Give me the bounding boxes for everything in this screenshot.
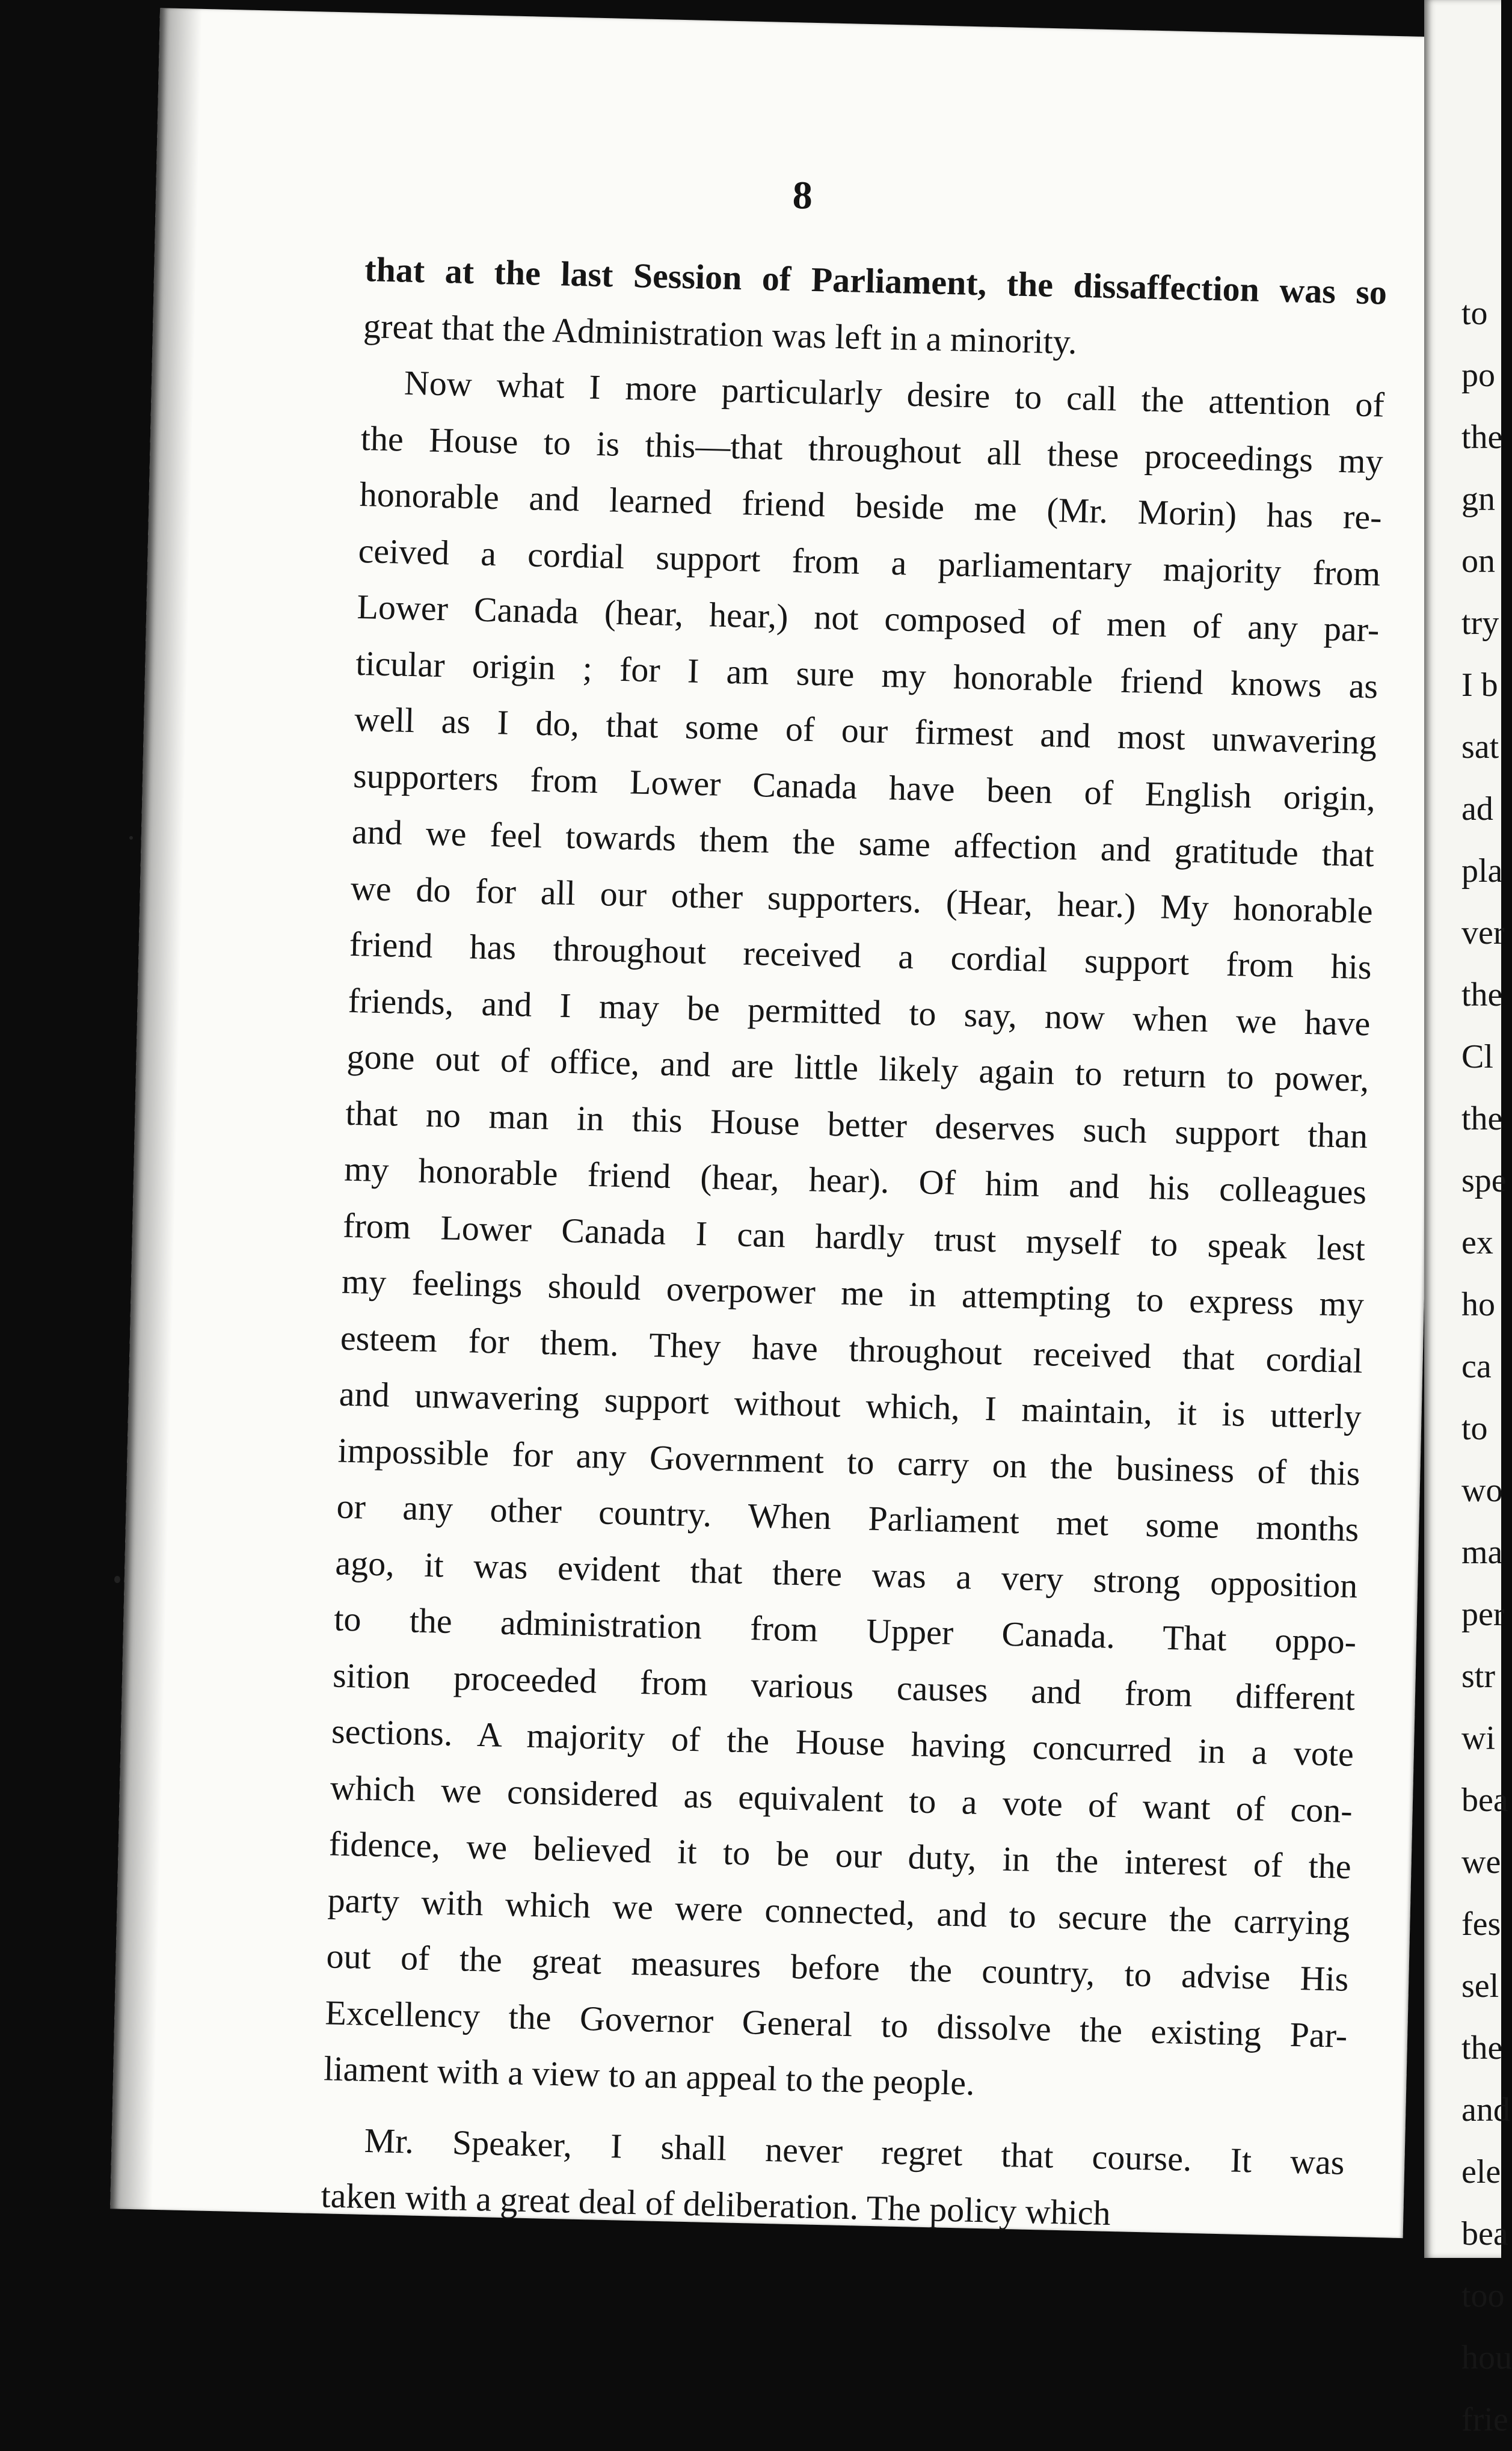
body-text [321, 241, 1388, 2246]
text-line: out of the great measures before the country, to advise His [326, 1936, 1350, 1999]
facing-page-fragment: too [1461, 2277, 1505, 2314]
facing-page-fragment: we [1461, 1844, 1501, 1881]
text-line: impossible for any Government to carry on the business of this [337, 1430, 1361, 1493]
facing-page-fragment: gn [1461, 481, 1495, 518]
facing-page-fragment: ho [1461, 1286, 1495, 1323]
facing-page-fragment: per [1461, 1596, 1505, 1633]
facing-page-fragment: wi [1461, 1720, 1495, 1757]
text-line: or any other country. When Parliament met some months [336, 1486, 1360, 1549]
facing-page-fragment: ver [1461, 914, 1505, 952]
text-line: taken with a great deal of deliberation. The policy which [320, 2176, 1111, 2233]
facing-page-fragment: on [1461, 543, 1495, 580]
text-line: from Lower Canada I can hardly trust myself to speak lest [342, 1205, 1366, 1268]
facing-page-fragment: str [1461, 1658, 1495, 1695]
ink-speck [129, 836, 133, 840]
text-line: Mr. Speaker, I shall never regret that course. It was [364, 2120, 1345, 2182]
text-line: we do for all our other supporters. (Hear, hear.) My honorable [350, 868, 1374, 930]
facing-page-fragment: sat [1461, 728, 1499, 766]
paragraph [363, 241, 1388, 377]
paragraph [321, 2111, 1345, 2247]
facing-page-fragment: the [1461, 1100, 1503, 1137]
text-line: that no man in this House better deserves such support than [345, 1093, 1368, 1155]
text-line: and unwavering support without which, I maintain, it is utterly [339, 1374, 1362, 1437]
text-line: Now what I more particularly desire to call the attention of [404, 363, 1385, 425]
text-line: my feelings should overpower me in attempting to express my [341, 1261, 1365, 1324]
text-line: Lower Canada (hear, hear,) not composed of men of any par- [356, 586, 1380, 650]
facing-page-fragment: ca [1461, 1348, 1492, 1385]
facing-page-fragment: wo [1461, 1472, 1503, 1509]
text-line: ticular origin ; for I am sure my honorable friend knows as [355, 643, 1378, 706]
text-line: friend has throughout received a cordial support from his [349, 924, 1372, 987]
text-line: Excellency the Governor General to dissolve the existing Par- [324, 1992, 1348, 2055]
facing-page-fragment: ele [1461, 2153, 1501, 2191]
text-line: liament with a view to an appeal to the people. [323, 2049, 976, 2103]
text-line: the House to is this—that throughout all these proceedings my [360, 418, 1384, 481]
text-line: and we feel towards them the same affection and gratitude that [351, 811, 1375, 875]
facing-page-fragment: ma [1461, 1534, 1503, 1571]
text-line: esteem for them. They have throughout received that cordial [340, 1318, 1363, 1380]
facing-page-fragment: fes [1461, 1905, 1501, 1943]
spine-shadow [110, 8, 202, 2210]
text-line: that at the last Session of Parliament, the dissaffection was so [364, 250, 1388, 312]
text-line: to the administration from Upper Canada. That oppo- [333, 1599, 1357, 1662]
facing-page-fragment: try [1461, 604, 1499, 642]
facing-page-fragment: ex [1461, 1224, 1493, 1261]
facing-page-fragment: Cl [1461, 1038, 1493, 1075]
facing-page-fragment: bea [1461, 2215, 1508, 2253]
facing-page-fragment: frie [1461, 2401, 1508, 2438]
facing-page-fragment: and [1461, 2091, 1510, 2129]
facing-page-fragment: the [1461, 2029, 1503, 2067]
text-line: my honorable friend (hear, hear). Of him and his colleagues [343, 1149, 1367, 1212]
text-line: sections. A majority of the House having concurred in a vote [331, 1711, 1354, 1774]
facing-page-fragment: I b [1461, 666, 1498, 704]
facing-page-fragment: sel [1461, 1967, 1499, 2005]
text-line: sition proceeded from various causes and from different [332, 1655, 1356, 1718]
text-line: ceived a cordial support from a parliamentary majority from [358, 530, 1381, 594]
facing-page-fragment: po [1461, 357, 1495, 394]
facing-page-fragment: the [1461, 976, 1503, 1013]
facing-page-fragment: to [1461, 295, 1488, 332]
text-line: honorable and learned friend beside me (Mr. Morin) has re- [359, 474, 1383, 537]
text-line: party with which we were connected, and to secure the carrying [327, 1880, 1351, 1943]
text-line: gone out of office, and are little likely again to return to power, [346, 1036, 1369, 1099]
facing-page-fragment: ad [1461, 790, 1493, 828]
text-line: well as I do, that some of our firmest and most unwavering [354, 699, 1377, 762]
facing-page-text-fragments [1461, 283, 1512, 2451]
facing-page-fragment: hou [1461, 2339, 1512, 2376]
text-line: supporters from Lower Canada have been of English origin, [352, 755, 1376, 818]
text-line: friends, and I may be permitted to say, now when we have [348, 980, 1371, 1043]
facing-page-fragment: spe [1461, 1162, 1507, 1199]
facing-page-fragment: pla [1461, 852, 1503, 890]
facing-page-fragment: the [1461, 419, 1503, 456]
facing-page-fragment: to [1461, 1410, 1488, 1447]
text-line: ago, it was evident that there was a very strong opposition [334, 1543, 1358, 1605]
book-page [110, 8, 1452, 2238]
page-number: 8 [792, 173, 813, 218]
text-line: which we considered as equivalent to a vote of want of con- [330, 1767, 1353, 1830]
text-line: fidence, we believed it to be our duty, in the interest of the [328, 1824, 1352, 1886]
text-line: great that the Administration was left in a minority. [363, 306, 1078, 361]
ink-speck [114, 1576, 120, 1583]
paragraph [323, 354, 1384, 2120]
facing-page-fragment: bea [1461, 1782, 1508, 1819]
